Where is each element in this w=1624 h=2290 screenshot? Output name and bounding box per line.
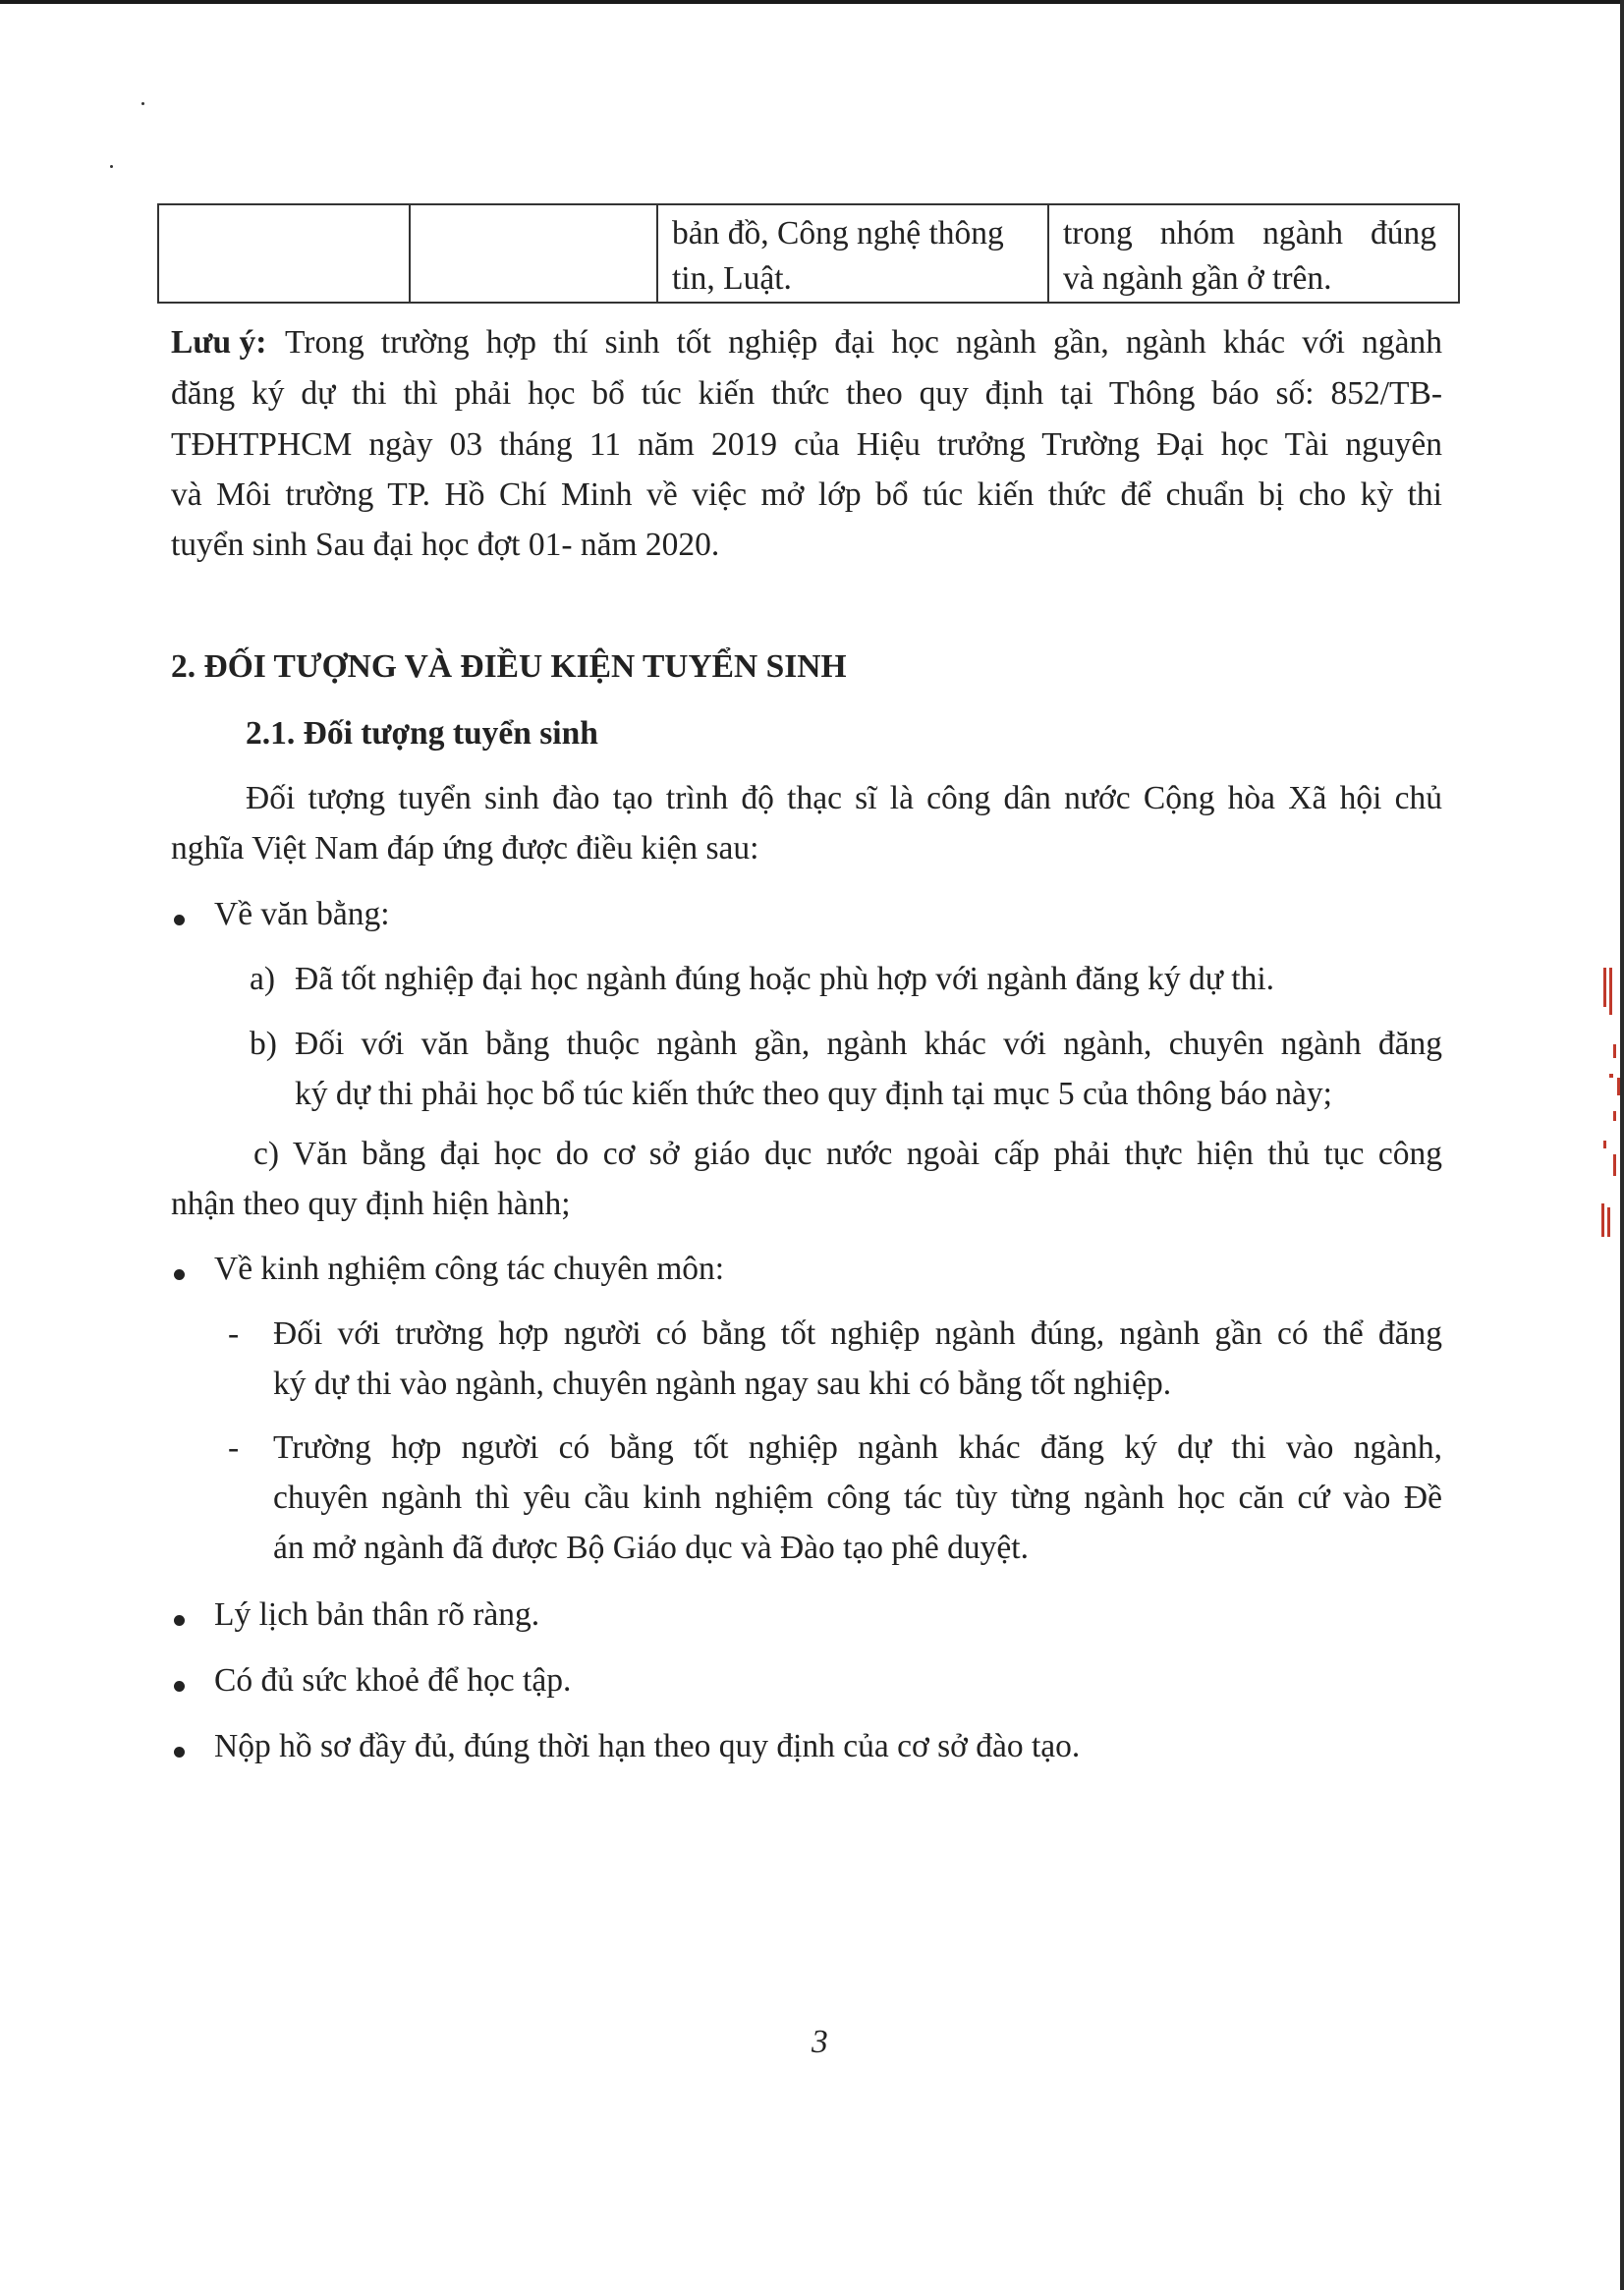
degree-item-b-line: Đối với văn bằng thuộc ngành gần, ngành khác với ngành, chuyên ngành đăng: [295, 1026, 1442, 1062]
section-heading: 2. ĐỐI TƯỢNG VÀ ĐIỀU KIỆN TUYỂN SINH: [171, 648, 847, 685]
sub-heading: 2.1. Đối tượng tuyển sinh: [246, 715, 598, 752]
bullet-icon: [174, 1615, 185, 1626]
table-cell-majors: [657, 204, 1048, 303]
table-cell-group: [1048, 204, 1459, 303]
note-line: và Môi trường TP. Hồ Chí Minh về việc mở lớp bổ túc kiến thức để chuẩn bị cho kỳ thi: [171, 476, 1442, 513]
scan-speck: [141, 102, 144, 105]
cell-text: và ngành gần ở trên.: [1063, 260, 1332, 297]
note-label: Lưu ý:: [171, 324, 267, 361]
stamp-edge-marks: [1596, 968, 1621, 1243]
bullet-icon: [174, 1681, 185, 1692]
experience-title: Về kinh nghiệm công tác chuyên môn:: [214, 1251, 725, 1287]
bullet-icon: [174, 1747, 185, 1758]
dash-marker: -: [228, 1315, 240, 1352]
scan-border-top: [0, 0, 1624, 4]
bullet-icon: [174, 1269, 185, 1280]
cell-text: tin, Luật.: [672, 260, 792, 297]
bullet-icon: [174, 915, 185, 925]
degree-item-a: Đã tốt nghiệp đại học ngành đúng hoặc phù hợp với ngành đăng ký dự thi.: [295, 961, 1275, 997]
degree-title: Về văn bằng:: [214, 896, 390, 932]
experience-item-line: chuyên ngành thì yêu cầu kinh nghiệm công tác tùy từng ngành học căn cứ vào Đề: [273, 1480, 1442, 1516]
cell-text: trong nhóm ngành đúng: [1063, 215, 1436, 251]
bullet-item: Nộp hồ sơ đầy đủ, đúng thời hạn theo quy định của cơ sở đào tạo.: [214, 1728, 1081, 1764]
experience-item-line: Đối với trường hợp người có bằng tốt nghiệp ngành đúng, ngành gần có thể đăng: [273, 1315, 1442, 1352]
note-line: Trong trường hợp thí sinh tốt nghiệp đại học ngành gần, ngành khác với ngành: [285, 324, 1442, 361]
bullet-item: Có đủ sức khoẻ để học tập.: [214, 1662, 572, 1699]
table-cell-empty-1: [158, 204, 410, 303]
page-number: 3: [812, 2024, 828, 2060]
cell-text: bản đồ, Công nghệ thông: [672, 215, 1004, 251]
bullet-item: Lý lịch bản thân rõ ràng.: [214, 1596, 540, 1633]
intro-line: nghĩa Việt Nam đáp ứng được điều kiện sau:: [171, 830, 759, 866]
note-line: đăng ký dự thi thì phải học bổ túc kiến thức theo quy định tại Thông báo số: 852/TB-: [171, 375, 1442, 412]
scan-speck: [110, 165, 113, 168]
note-line: tuyển sinh Sau đại học đợt 01- năm 2020.: [171, 527, 720, 563]
table-fragment: [157, 203, 1460, 304]
experience-item-line: án mở ngành đã được Bộ Giáo dục và Đào tạo phê duyệt.: [273, 1530, 1029, 1566]
table-cell-empty-2: [410, 204, 657, 303]
degree-item-c-line: c) Văn bằng đại học do cơ sở giáo dục nước ngoài cấp phải thực hiện thủ tục công: [253, 1136, 1442, 1172]
intro-line: Đối tượng tuyển sinh đào tạo trình độ thạc sĩ là công dân nước Cộng hòa Xã hội chủ: [246, 780, 1442, 816]
item-label: b): [250, 1026, 277, 1062]
experience-item-line: ký dự thi vào ngành, chuyên ngành ngay sau khi có bằng tốt nghiệp.: [273, 1366, 1172, 1402]
degree-item-b-line: ký dự thi phải học bổ túc kiến thức theo quy định tại mục 5 của thông báo này;: [295, 1076, 1332, 1112]
degree-item-c-line: nhận theo quy định hiện hành;: [171, 1186, 571, 1222]
table-row: [158, 204, 1459, 303]
dash-marker: -: [228, 1429, 240, 1466]
item-label: a): [250, 961, 276, 997]
experience-item-line: Trường hợp người có bằng tốt nghiệp ngành khác đăng ký dự thi vào ngành,: [273, 1429, 1442, 1466]
note-line: TĐHTPHCM ngày 03 tháng 11 năm 2019 của Hiệu trưởng Trường Đại học Tài nguyên: [171, 426, 1442, 463]
